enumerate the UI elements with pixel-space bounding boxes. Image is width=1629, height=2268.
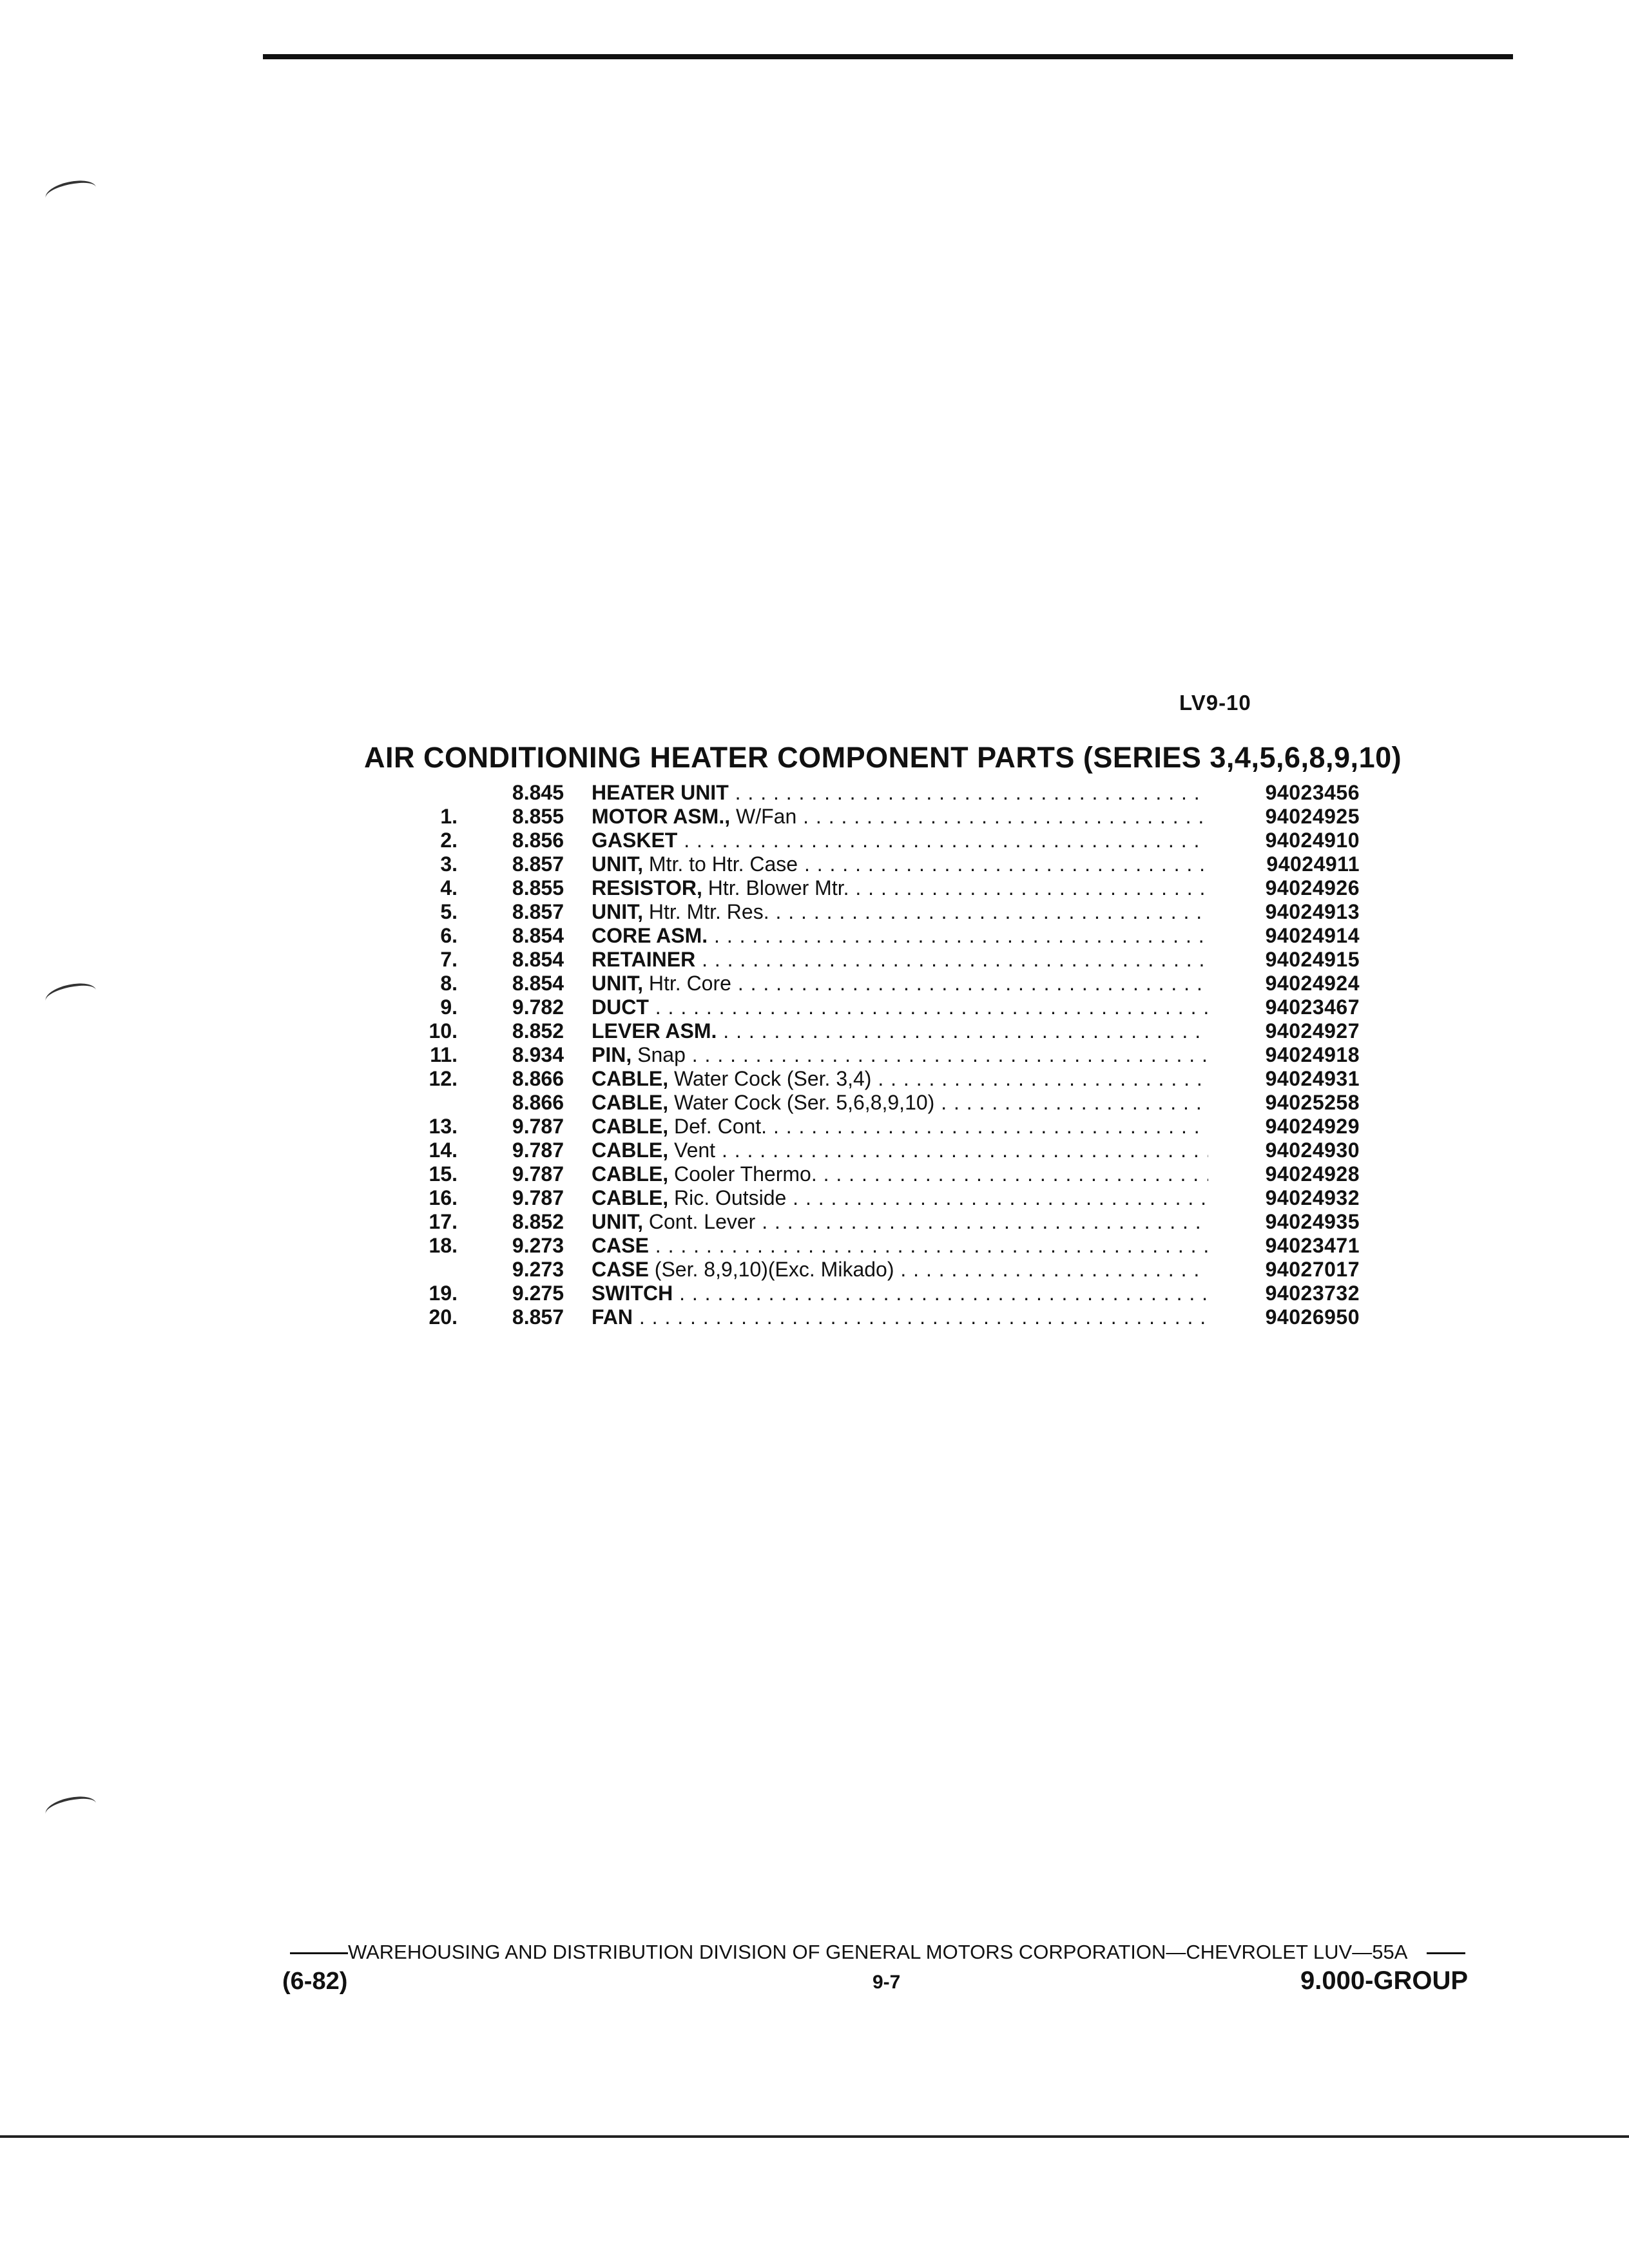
group-number: 8.845: [512, 781, 564, 804]
item-number: 19.: [429, 1282, 458, 1305]
parts-row: [380, 1139, 1373, 1162]
item-number: 1.: [440, 805, 458, 828]
part-number: 94024930: [1265, 1139, 1360, 1162]
group-number: 9.787: [512, 1139, 564, 1162]
part-number: 94024927: [1265, 1019, 1360, 1043]
part-description: [592, 781, 1208, 805]
part-number: 94024925: [1265, 805, 1360, 828]
parts-row: [380, 1162, 1373, 1186]
part-name: CORE ASM.: [592, 924, 708, 947]
part-name: CABLE,: [592, 1115, 669, 1138]
parts-row: [380, 972, 1373, 995]
item-number: 7.: [440, 948, 458, 971]
part-number: 94024913: [1265, 900, 1360, 923]
page-code-ref: LV9-10: [1179, 691, 1251, 715]
part-detail: Htr. Blower Mtr.: [702, 876, 849, 899]
part-description: [592, 805, 1208, 829]
group-number: 9.787: [512, 1115, 564, 1138]
part-description: [592, 1186, 1208, 1210]
group-number: 8.857: [512, 900, 564, 923]
group-number: 8.854: [512, 948, 564, 971]
footer-publisher: [290, 1941, 1465, 1964]
part-name: MOTOR ASM.,: [592, 805, 731, 828]
part-description: [592, 924, 1208, 948]
parts-row: [380, 1019, 1373, 1043]
group-number: 8.854: [512, 972, 564, 995]
item-number: 8.: [440, 972, 458, 995]
parts-row: [380, 1186, 1373, 1210]
group-number: 9.787: [512, 1162, 564, 1186]
parts-row: [380, 1258, 1373, 1282]
part-name: UNIT,: [592, 900, 643, 923]
part-detail: Cooler Thermo.: [668, 1162, 817, 1186]
part-description: [592, 1139, 1208, 1162]
footer-dash: [290, 1952, 348, 1954]
part-detail: Snap: [631, 1043, 686, 1066]
item-number: 3.: [440, 852, 458, 876]
part-number: 94026950: [1265, 1305, 1360, 1329]
item-number: 14.: [429, 1139, 458, 1162]
part-detail: (Ser. 8,9,10)(Exc. Mikado): [648, 1258, 894, 1281]
group-number: 8.856: [512, 829, 564, 852]
part-name: CABLE,: [592, 1162, 669, 1186]
part-description: [592, 1162, 1208, 1186]
part-number: 94024928: [1265, 1162, 1360, 1186]
part-name: UNIT,: [592, 972, 643, 995]
part-name: RETAINER: [592, 948, 696, 971]
part-number: 94024935: [1265, 1210, 1360, 1233]
item-number: 20.: [429, 1305, 458, 1329]
part-number: 94024929: [1265, 1115, 1360, 1138]
part-name: UNIT,: [592, 1210, 643, 1233]
item-number: 16.: [429, 1186, 458, 1209]
parts-row: [380, 1234, 1373, 1258]
part-name: GASKET: [592, 829, 678, 852]
parts-row: [380, 1305, 1373, 1329]
part-name: UNIT,: [592, 852, 643, 876]
parts-row: [380, 876, 1373, 900]
part-number: 94024932: [1265, 1186, 1360, 1209]
group-number: 9.782: [512, 995, 564, 1019]
part-number: 94024910: [1265, 829, 1360, 852]
parts-row: [380, 1210, 1373, 1234]
footer-publisher-text: WAREHOUSING AND DISTRIBUTION DIVISION OF GENERAL MOTORS CORPORATION—CHEVROLET LUV—55A: [348, 1941, 1408, 1963]
part-name: LEVER ASM.: [592, 1019, 717, 1043]
group-number: 8.855: [512, 876, 564, 899]
part-name: RESISTOR,: [592, 876, 702, 899]
item-number: 13.: [429, 1115, 458, 1138]
part-description: [592, 1305, 1208, 1329]
part-number: 94024931: [1265, 1067, 1360, 1090]
item-number: 12.: [429, 1067, 458, 1090]
parts-list: [380, 781, 1373, 1329]
page-number: 9-7: [872, 1972, 901, 1993]
binder-hole-mark: [43, 979, 98, 1012]
item-number: 11.: [430, 1043, 458, 1066]
parts-row: [380, 805, 1373, 829]
bottom-rule: [0, 2135, 1629, 2138]
part-number: 94024915: [1265, 948, 1360, 971]
footer-group: 9.000-GROUP: [1300, 1966, 1469, 1995]
parts-row: [380, 948, 1373, 972]
parts-row: [380, 900, 1373, 924]
group-number: 8.854: [512, 924, 564, 947]
part-description: [592, 1234, 1208, 1258]
part-detail: Vent: [668, 1139, 716, 1162]
part-name: CABLE,: [592, 1067, 669, 1090]
part-name: CABLE,: [592, 1139, 669, 1162]
part-number: 94023471: [1265, 1234, 1360, 1257]
binder-hole-mark: [43, 177, 98, 209]
part-name: DUCT: [592, 995, 649, 1019]
item-number: 6.: [440, 924, 458, 947]
parts-row: [380, 995, 1373, 1019]
group-number: 9.273: [512, 1234, 564, 1257]
group-number: 9.273: [512, 1258, 564, 1281]
part-number: 94024918: [1265, 1043, 1360, 1066]
part-name: CABLE,: [592, 1091, 669, 1114]
item-number: 2.: [440, 829, 458, 852]
part-detail: Water Cock (Ser. 5,6,8,9,10): [668, 1091, 935, 1114]
part-description: [592, 876, 1208, 900]
parts-row: [380, 1043, 1373, 1067]
part-description: [592, 1115, 1208, 1139]
part-name: PIN,: [592, 1043, 632, 1066]
footer-dash: [1427, 1952, 1465, 1954]
group-number: 8.934: [512, 1043, 564, 1066]
part-description: [592, 1019, 1208, 1043]
part-detail: Def. Cont.: [668, 1115, 767, 1138]
part-number: 94027017: [1265, 1258, 1360, 1281]
part-name: CASE: [592, 1234, 649, 1257]
item-number: 10.: [429, 1019, 458, 1043]
item-number: 5.: [440, 900, 458, 923]
parts-row: [380, 1067, 1373, 1091]
part-description: [592, 995, 1208, 1019]
page-title: AIR CONDITIONING HEATER COMPONENT PARTS (SERIES 3,4,5,6,8,9,10): [364, 741, 1402, 774]
item-number: 15.: [429, 1162, 458, 1186]
part-detail: Water Cock (Ser. 3,4): [668, 1067, 872, 1090]
part-description: [592, 972, 1208, 995]
group-number: 8.852: [512, 1210, 564, 1233]
part-description: [592, 1210, 1208, 1234]
group-number: 9.787: [512, 1186, 564, 1209]
group-number: 8.852: [512, 1019, 564, 1043]
group-number: 8.855: [512, 805, 564, 828]
group-number: 8.857: [512, 1305, 564, 1329]
part-number: 94023456: [1265, 781, 1360, 804]
part-description: [592, 1282, 1208, 1305]
part-description: [592, 829, 1208, 852]
group-number: 8.866: [512, 1067, 564, 1090]
part-description: [592, 1091, 1208, 1115]
part-description: [592, 1043, 1208, 1067]
parts-row: [380, 852, 1373, 876]
part-name: CASE: [592, 1258, 649, 1281]
part-number: 94024924: [1265, 972, 1360, 995]
item-number: 17.: [429, 1210, 458, 1233]
part-detail: Cont. Lever: [643, 1210, 756, 1233]
part-name: CABLE,: [592, 1186, 669, 1209]
top-rule: [263, 54, 1513, 59]
parts-row: [380, 781, 1373, 805]
group-number: 8.866: [512, 1091, 564, 1114]
part-number: 94024911: [1266, 852, 1360, 876]
part-name: HEATER UNIT: [592, 781, 729, 804]
parts-row: [380, 1282, 1373, 1305]
footer-date: (6-82): [282, 1968, 348, 1995]
group-number: 8.857: [512, 852, 564, 876]
part-detail: Ric. Outside: [668, 1186, 787, 1209]
item-number: 4.: [440, 876, 458, 899]
parts-row: [380, 924, 1373, 948]
group-number: 9.275: [512, 1282, 564, 1305]
part-description: [592, 1258, 1208, 1282]
part-number: 94024914: [1265, 924, 1360, 947]
part-number: 94024926: [1265, 876, 1360, 899]
part-number: 94023732: [1265, 1282, 1360, 1305]
parts-row: [380, 1091, 1373, 1115]
item-number: 9.: [440, 995, 458, 1019]
part-description: [592, 948, 1208, 972]
part-name: FAN: [592, 1305, 633, 1329]
parts-row: [380, 1115, 1373, 1139]
part-description: [592, 1067, 1208, 1091]
part-detail: Htr. Core: [643, 972, 731, 995]
part-number: 94023467: [1265, 995, 1360, 1019]
part-name: SWITCH: [592, 1282, 673, 1305]
item-number: 18.: [429, 1234, 458, 1257]
part-description: [592, 900, 1208, 924]
part-detail: W/Fan: [730, 805, 797, 828]
binder-hole-mark: [43, 1792, 98, 1825]
part-detail: Mtr. to Htr. Case: [643, 852, 798, 876]
part-description: [592, 852, 1208, 876]
part-number: 94025258: [1265, 1091, 1360, 1114]
part-detail: Htr. Mtr. Res.: [643, 900, 769, 923]
parts-row: [380, 829, 1373, 852]
